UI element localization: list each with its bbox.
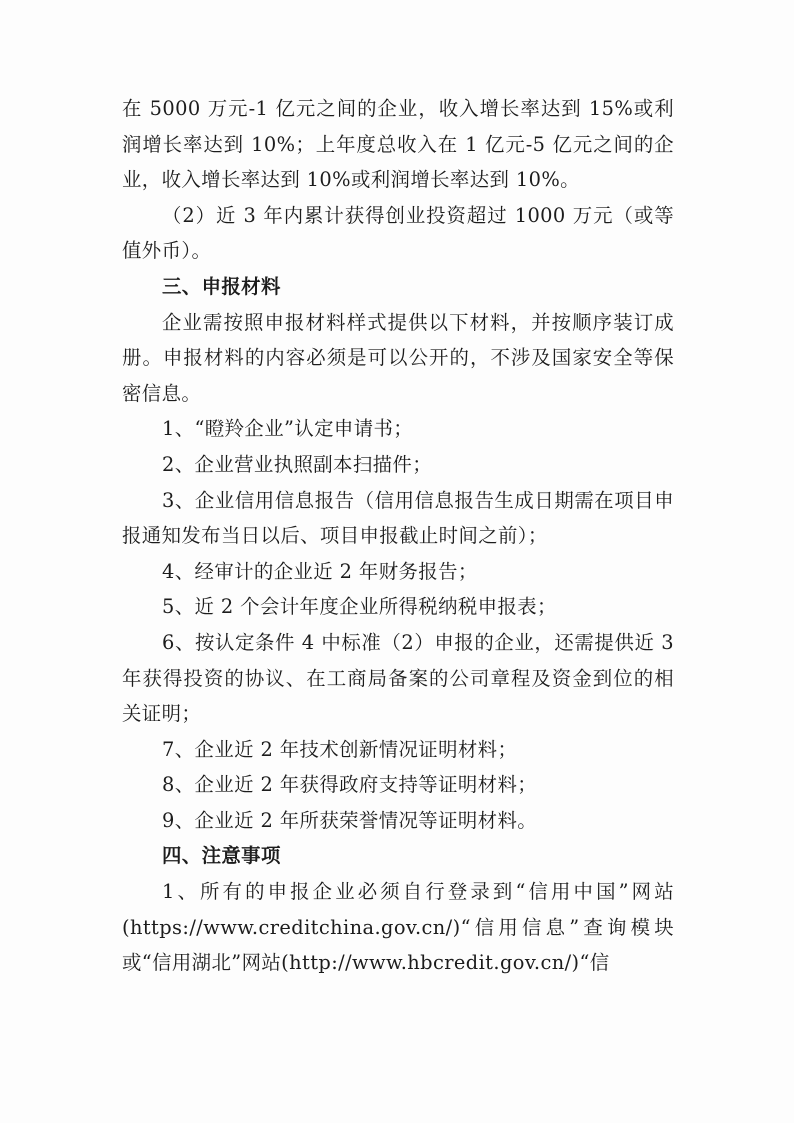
- list-item: 1、“瞪羚企业”认定申请书；: [162, 417, 414, 441]
- list-item: 6、按认定条件 4 中标准（2）申报的企业，还需提供近 3 年获得投资的协议、在工商局备案的公司章程及资金到位的相关证明；: [122, 630, 674, 726]
- list-item: 3、企业信用信息报告（信用信息报告生成日期需在项目申报通知发布当日以后、项目申报截止时间之前）；: [122, 488, 674, 548]
- paragraph-venture-investment: （2）近 3 年内累计获得创业投资超过 1000 万元（或等值外币）。: [122, 203, 674, 263]
- list-item: 8、企业近 2 年获得政府支持等证明材料；: [162, 773, 538, 797]
- list-item: 4、经审计的企业近 2 年财务报告；: [162, 559, 478, 583]
- paragraph-materials-intro: 企业需按照申报材料样式提供以下材料，并按顺序装订成册。申报材料的内容必须是可以公开的，不涉及国家安全等保密信息。: [122, 310, 674, 405]
- list-item: 5、近 2 个会计年度企业所得税纳税申报表；: [162, 595, 557, 619]
- note-item: 1、所有的申报企业必须自行登录到“信用中国”网站(https://www.creditchina.gov.cn/)“信用信息”查询模块或“信用湖北”网站(http://www.hbcredit.gov.cn/)“信: [122, 880, 674, 975]
- list-item: 2、企业营业执照副本扫描件；: [162, 452, 433, 476]
- section-heading-materials: 三、申报材料: [162, 274, 281, 298]
- document-body: [122, 91, 674, 981]
- list-item: 9、企业近 2 年所获荣誉情况等证明材料。: [162, 808, 538, 832]
- list-item: 7、企业近 2 年技术创新情况证明材料；: [162, 737, 518, 761]
- section-heading-notes: 四、注意事项: [162, 844, 281, 868]
- paragraph-growth-criteria: 在 5000 万元-1 亿元之间的企业，收入增长率达到 15%或利润增长率达到 10%；上年度总收入在 1 亿元-5 亿元之间的企业，收入增长率达到 10%或利润增长率达到 10%。: [122, 97, 674, 192]
